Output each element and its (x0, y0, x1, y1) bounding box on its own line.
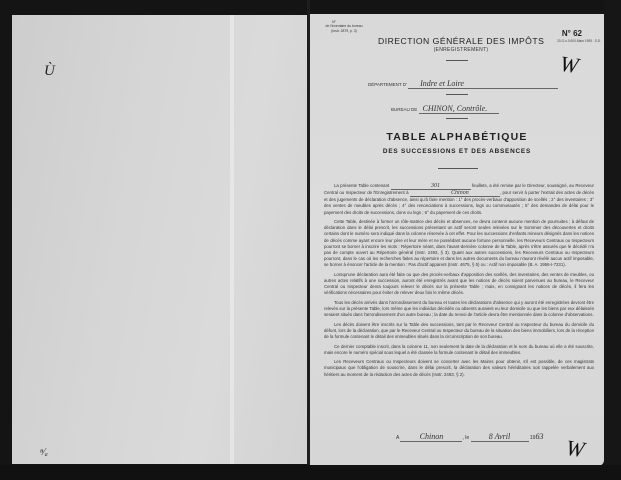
divider (446, 60, 468, 61)
place-value: Chinon (410, 190, 500, 197)
handwritten-initials-top: W (558, 50, 581, 79)
sheet-count: 301 (391, 183, 471, 190)
divider (446, 118, 468, 119)
inventory-number-block (314, 20, 374, 33)
handwritten-signature-bottom: W (564, 434, 587, 463)
paragraph-1: La présente Table contenant 301 feuillets, a été remise par le Directeur, soussigné, au Receveur Central ou Inspecteur de l'Enregistrement à Chinon , pour servir à porter l'extrait des actes de décès et des jugements de déclaration d'absence, ainsi qu'à faire mention : 1° des procès-verbaux d'apposition de scellés ; 2° des inventaires ; 3° des ventes de meubles après décès ; 4° des renonciations à successions, legs ou communautés ; 5° des demandes de délai pour le payement des droits de successions, dons ou legs ; 6° du payement de ces droits. (324, 183, 594, 215)
form-print-code: 20-G-n.0.600-Mars 1955 - S.D. (557, 39, 601, 43)
scan-border-right (604, 0, 621, 480)
scan-border-bottom (0, 465, 621, 480)
date-label: , le (462, 435, 470, 441)
departement-value-line (408, 79, 558, 89)
margin-handwritten-mark: Ù (44, 63, 55, 79)
bureau-value: CHINON, Contrôle. (422, 104, 488, 113)
divider (446, 94, 468, 95)
left-blank-page (12, 15, 308, 464)
margin-handwritten-note: ⁿ⁄ₐ (40, 447, 48, 458)
closing-place: Chinon (400, 432, 462, 442)
agency-title: DIRECTION GÉNÉRALE DES IMPÔTS (378, 36, 545, 46)
paragraph-3: Lorsqu'une déclaration aura été faite ou que des procès-verbaux d'apposition des scellés, des inventaires, des ventes de meubles, ou autres actes relatifs à une succession, auront été enregistrés avant que les notices de décès soient parvenues au bureau, le Receveur Central ou Inspecteur devra toujours relever le décès sur la présente Table ; mais, en consignant les notices de décès, il fera les vérifications nécessaires pour éviter de relever deux fois le même décès. (324, 271, 594, 296)
departement-value: Indre et Loire (420, 79, 464, 88)
document-subtitle: DES SUCCESSIONS ET DES ABSENCES (382, 148, 532, 155)
bureau-value-line (419, 104, 499, 114)
bureau-field (391, 104, 499, 114)
paragraph-2: Cette Table, destinée à former un rôle-matrice des décès et absences, ne devra contenir aucune mention de poursuites ; à défaut de déclaration dans le délai prescrit, les successions présentant un actif seront seules relevées sur le Sommier des découvertes et droits certains dont le numéro sera indiqué dans la colonne réservée à cet effet. Pour les successions d'enfants mineurs désignés dans les notices de décès comme ayant encore leur père et leur mère et ne possédant aucune fortune personnelle, les Receveurs Centraux ou Inspecteurs pourront se borner à inscrire les mots : Répertoire néant, dans l'avant-dernière colonne de la Table, après s'être assurés que le décédé n'a pas de compte ouvert au Répertoire général (Instr. 2493, § 3). Quant aux autres successions, les Receveurs Centraux ou Inspecteurs pourront, dans le cas où les recherches faites au répertoire et dans les autres documents du bureau n'auront révélé aucun actif imposable, se borner à énoncer l'article de la mention : Pas d'actif apparent (Instr. 4675, § 5) ou : Actif non imposable (B. A. 1956-I-7231). (324, 219, 594, 268)
divider (438, 168, 478, 169)
paragraph-5: Les décès doivent être inscrits sur la Table des successions, tant par le Receveur Central ou Inspecteur du bureau du domicile du défunt, lors de la déclaration, que par le Receveur Central ou Inspecteur du bureau de la situation des biens immobiliers, lors de la réception de la formule contenant le détail des immeubles situés dans la circonscription de son bureau. (324, 321, 594, 339)
paragraph-7: Les Receveurs Centraux ou Inspecteurs doivent se concerter avec les Maires pour obtenir, s'il est possible, de ces magistrats municipaux que l'obligation de souscrire, dans le délai prescrit, la déclaration des valeurs héréditaires soit rappelée verbalement aux héritiers au moment de la rédaction des actes de décès (Instr. 2493, § 2). (324, 359, 594, 377)
year-prefix: 19 (529, 435, 536, 441)
at-label: A (396, 435, 400, 441)
paragraph-4: Tous les décès arrivés dans l'arrondissement du bureau et toutes les déclarations d'absence qui y auront été enregistrées devront être relevés sur la présente Table, lors même que les individus décédés ou absents auraient eu leur domicile ou que les biens par eux délaissés seraient situés dans l'arrondissement d'un autre bureau ; la date du renvoi de l'article devra être mentionnée dans la colonne d'observations. (324, 299, 594, 318)
departement-label: DÉPARTEMENT D' (368, 82, 407, 87)
closing-date: 8 Avril (471, 432, 529, 442)
paragraph-6: Ce dernier comptable inscrit, dans la colonne 11, non seulement la date de la déclaration et le nom du bureau où elle a été souscrite, mais encore le numéro spécial sous lequel a été classée la formule contenant le détail des immeubles. (324, 343, 594, 355)
form-number: N° 62 (561, 29, 582, 38)
inventory-number-label: N° (332, 20, 336, 24)
year-suffix: 63 (535, 432, 544, 441)
bureau-label: BUREAU DE (391, 107, 418, 112)
inventory-line-1: de l'inventaire du bureau (325, 24, 363, 29)
service-subtitle: (ENREGISTREMENT) (433, 47, 489, 53)
document-title: TABLE ALPHABÉTIQUE (386, 131, 528, 143)
form-page (310, 14, 604, 466)
instructions-body (324, 183, 594, 381)
date-place-line (396, 432, 543, 442)
inventory-line-2: (Instr. 2879, p. 3) (331, 28, 357, 33)
departement-field (368, 79, 558, 89)
